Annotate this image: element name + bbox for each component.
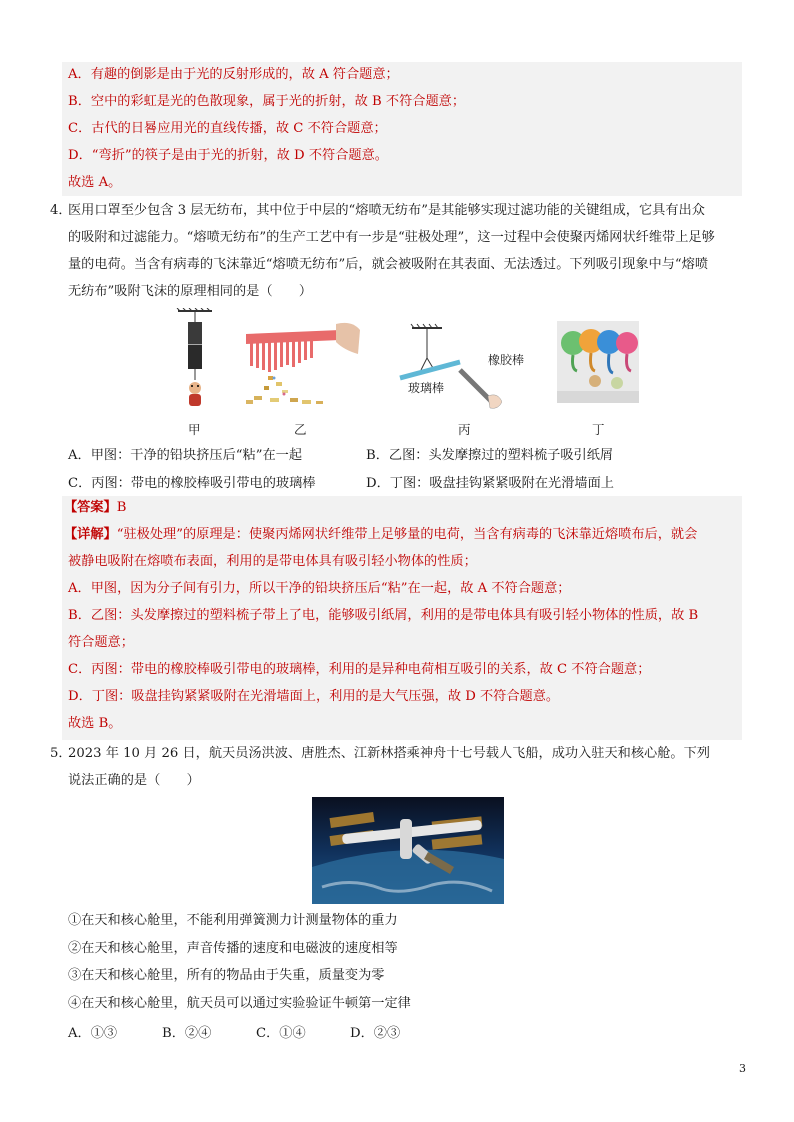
q4-option-b: B．乙图：头发摩擦过的塑料梳子吸引纸屑	[366, 448, 614, 463]
prev-answer-line: 故选 A。	[68, 175, 122, 190]
space-station-image	[312, 797, 504, 904]
detail-text: “驻极处理”的原理是：使聚丙烯网状纤维带上足够量的电荷，当含有病毒的飞沫靠近熔喷布后，就会	[116, 527, 698, 542]
figure-bing-rods	[398, 320, 502, 412]
q5-statement: ①在天和核心舱里，不能利用弹簧测力计测量物体的重力	[68, 913, 398, 928]
q4-detail-line: 故选 B。	[68, 716, 122, 731]
q4-detail-line: D．丁图：吸盘挂钩紧紧吸附在光滑墙面上，利用的是大气压强，故 D 不符合题意。	[68, 689, 560, 704]
q4-stem-line: 医用口罩至少包含 3 层无纺布，其中位于中层的“熔喷无纺布”是其能够实现过滤功能的关键组成，它具有出众	[68, 203, 705, 218]
q5-stem-line: 2023 年 10 月 26 日，航天员汤洪波、唐胜杰、江新林搭乘神舟十七号载人飞船，成功入驻天和核心舱。下列	[68, 746, 710, 761]
q4-stem-line: 量的电荷。当含有病毒的飞沫靠近“熔喷无纺布”后，就会被吸附在其表面、无法透过。下列吸引现象中与“熔喷	[68, 257, 709, 272]
page-number: 3	[739, 1062, 746, 1075]
q4-stem-line: 无纺布”吸附飞沫的原理相同的是（ ）	[68, 284, 313, 299]
prev-answer-line: A．有趣的倒影是由于光的反射形成的，故 A 符合题意；	[68, 67, 399, 82]
q4-stem-line: 的吸附和过滤能力。“熔喷无纺布”的生产工艺中有一步是“驻极处理”，这一过程中会使聚丙烯网状纤维带上足够	[68, 230, 715, 245]
q5-option-c: C．①④	[256, 1026, 306, 1041]
q4-detail-line: A．甲图，因为分子间有引力，所以干净的铅块挤压后“粘”在一起，故 A 不符合题意；	[68, 581, 571, 596]
prev-answer-line: D．“弯折”的筷子是由于光的折射，故 D 不符合题意。	[68, 148, 388, 163]
q4-number: 4．	[50, 203, 72, 218]
q4-detail-line: 被静电吸附在熔喷布表面，利用的是带电体具有吸引轻小物体的性质；	[68, 554, 477, 569]
figure-jia-lead-blocks	[170, 308, 220, 414]
q5-statement: ②在天和核心舱里，声音传播的速度和电磁波的速度相等	[68, 941, 398, 956]
figure-caption-ding: 丁	[592, 422, 605, 437]
q5-option-a: A．①③	[68, 1026, 118, 1041]
answer-value: B	[116, 500, 127, 515]
figure-yi-comb-paper	[240, 320, 362, 406]
label-rubber-rod: 橡胶棒	[488, 353, 525, 367]
q4-detail-line	[64, 526, 697, 544]
figure-ding-suction-hooks	[557, 321, 639, 403]
q5-statement: ④在天和核心舱里，航天员可以通过实验验证牛顿第一定律	[68, 996, 411, 1011]
q4-detail-line: C．丙图：带电的橡胶棒吸引带电的玻璃棒，利用的是异种电荷相互吸引的关系，故 C 不符合题意；	[68, 662, 651, 677]
q5-number: 5．	[50, 746, 72, 761]
prev-answer-line: B．空中的彩虹是光的色散现象，属于光的折射，故 B 不符合题意；	[68, 94, 466, 109]
q5-option-b: B．②④	[162, 1026, 212, 1041]
prev-answer-line: C．古代的日晷应用光的直线传播，故 C 不符合题意；	[68, 121, 387, 136]
figure-caption-yi: 乙	[294, 422, 307, 437]
q4-detail-line: 符合题意；	[68, 635, 134, 650]
q4-detail-line: B．乙图：头发摩擦过的塑料梳子带上了电，能够吸引纸屑，利用的是带电体具有吸引轻小物体的性质，故 B	[68, 608, 699, 623]
figure-caption-bing: 丙	[458, 422, 471, 437]
q5-option-d: D．②③	[350, 1026, 401, 1041]
q4-option-c: C．丙图：带电的橡胶棒吸引带电的玻璃棒	[68, 476, 316, 491]
q4-option-d: D．丁图：吸盘挂钩紧紧吸附在光滑墙面上	[366, 476, 614, 491]
q4-answer	[64, 499, 126, 517]
q5-stem-line: 说法正确的是（ ）	[68, 773, 200, 788]
detail-tag: 【详解】	[64, 527, 117, 542]
q5-statement: ③在天和核心舱里，所有的物品由于失重，质量变为零	[68, 968, 385, 983]
answer-tag: 【答案】	[64, 500, 117, 515]
figure-caption-jia: 甲	[188, 422, 201, 437]
q4-option-a: A．甲图：干净的铅块挤压后“粘”在一起	[68, 448, 303, 463]
label-glass-rod: 玻璃棒	[408, 381, 445, 395]
